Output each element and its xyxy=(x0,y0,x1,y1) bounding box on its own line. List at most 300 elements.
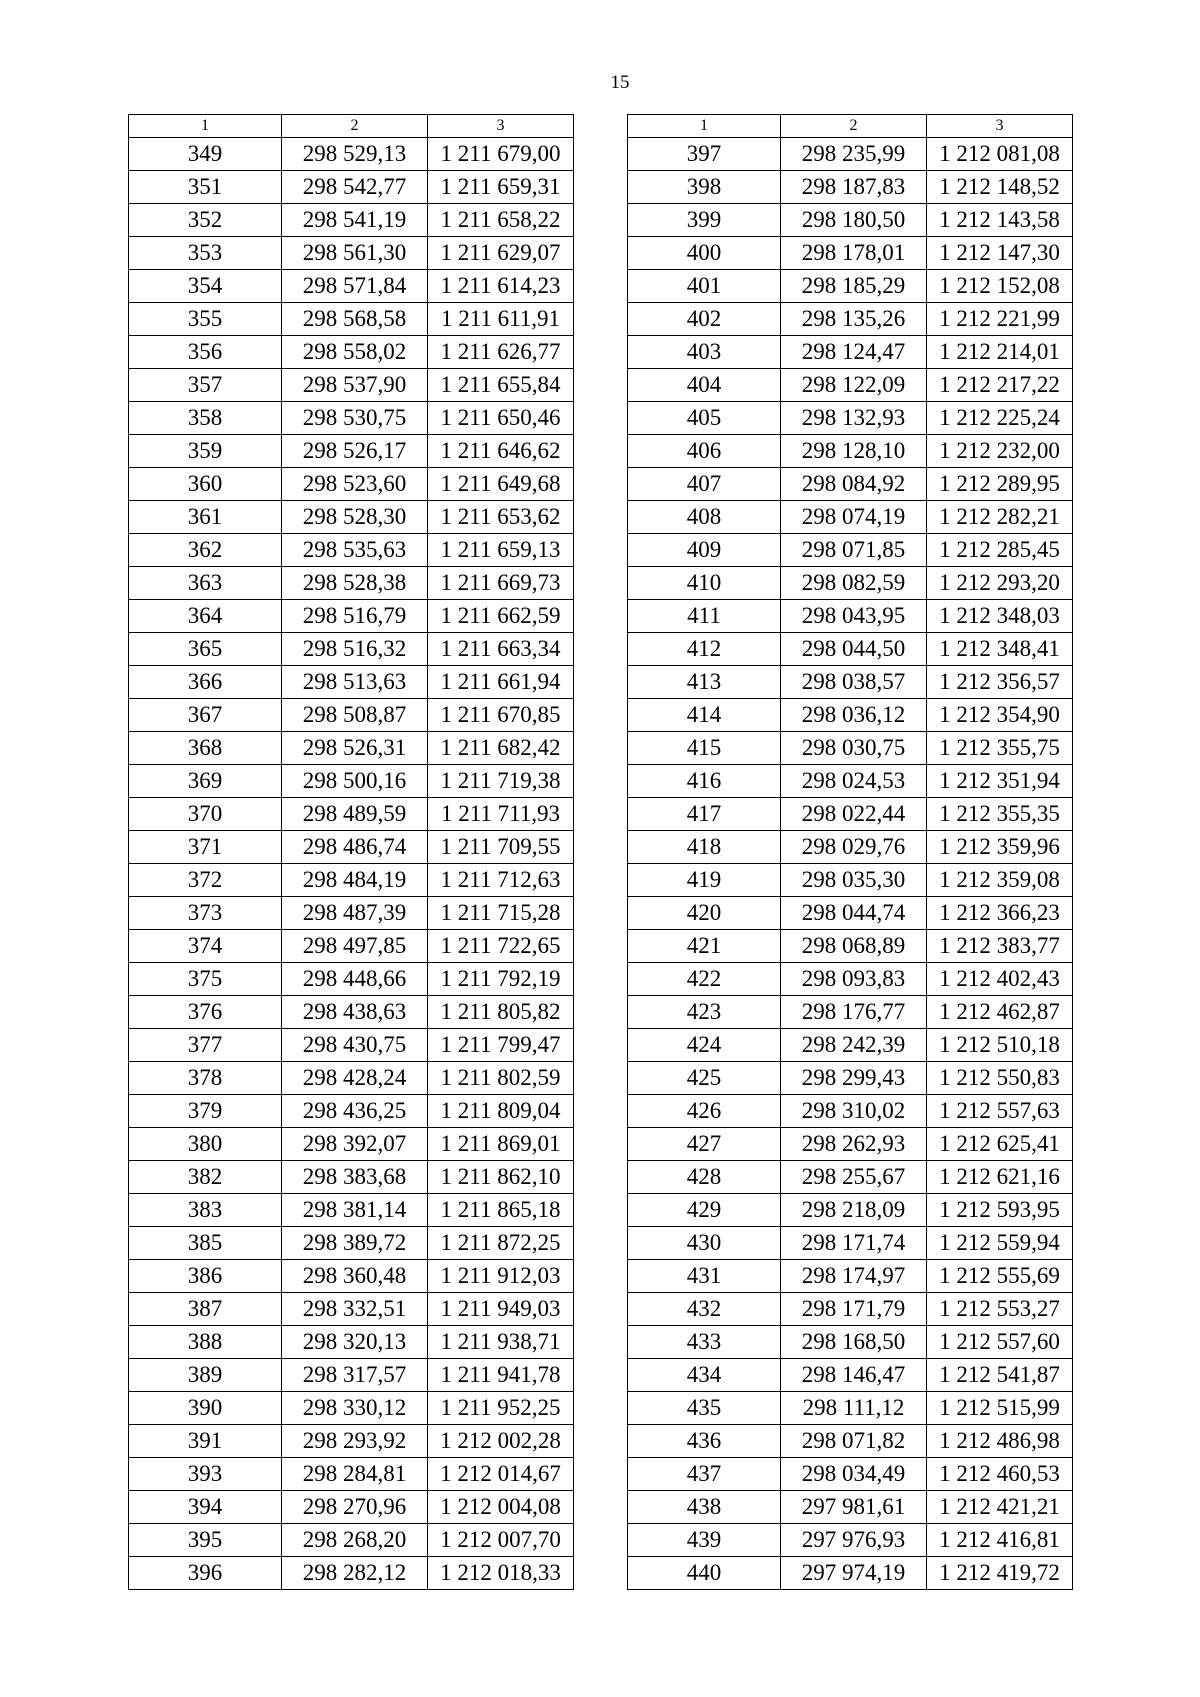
y-coordinate-cell: 1 212 419,72 xyxy=(927,1557,1073,1590)
x-coordinate-cell: 297 976,93 xyxy=(781,1524,927,1557)
y-coordinate-cell: 1 212 355,75 xyxy=(927,732,1073,765)
table-row xyxy=(628,534,1073,567)
table-row xyxy=(628,864,1073,897)
point-number-cell: 391 xyxy=(129,1425,282,1458)
y-coordinate-cell: 1 212 351,94 xyxy=(927,765,1073,798)
point-number-cell: 401 xyxy=(628,270,781,303)
point-number-cell: 414 xyxy=(628,699,781,732)
point-number-cell: 437 xyxy=(628,1458,781,1491)
table-row xyxy=(628,435,1073,468)
y-coordinate-cell: 1 212 004,08 xyxy=(428,1491,574,1524)
point-number-cell: 416 xyxy=(628,765,781,798)
y-coordinate-cell: 1 211 912,03 xyxy=(428,1260,574,1293)
x-coordinate-cell: 298 381,14 xyxy=(282,1194,428,1227)
table-row xyxy=(628,270,1073,303)
point-number-cell: 383 xyxy=(129,1194,282,1227)
table-row xyxy=(628,996,1073,1029)
y-coordinate-cell: 1 212 148,52 xyxy=(927,171,1073,204)
x-coordinate-cell: 298 487,39 xyxy=(282,897,428,930)
y-coordinate-cell: 1 212 356,57 xyxy=(927,666,1073,699)
table-row xyxy=(129,1491,574,1524)
x-coordinate-cell: 298 174,97 xyxy=(781,1260,927,1293)
point-number-cell: 433 xyxy=(628,1326,781,1359)
y-coordinate-cell: 1 211 655,84 xyxy=(428,369,574,402)
table-row xyxy=(129,963,574,996)
x-coordinate-cell: 298 024,53 xyxy=(781,765,927,798)
point-number-cell: 431 xyxy=(628,1260,781,1293)
header-col-2: 2 xyxy=(781,115,927,138)
x-coordinate-cell: 298 332,51 xyxy=(282,1293,428,1326)
x-coordinate-cell: 298 146,47 xyxy=(781,1359,927,1392)
table-row xyxy=(129,534,574,567)
table-row xyxy=(129,633,574,666)
point-number-cell: 356 xyxy=(129,336,282,369)
y-coordinate-cell: 1 211 799,47 xyxy=(428,1029,574,1062)
table-row xyxy=(628,171,1073,204)
table-header-row xyxy=(129,115,574,138)
point-number-cell: 400 xyxy=(628,237,781,270)
y-coordinate-cell: 1 212 354,90 xyxy=(927,699,1073,732)
point-number-cell: 411 xyxy=(628,600,781,633)
table-row xyxy=(628,1062,1073,1095)
point-number-cell: 432 xyxy=(628,1293,781,1326)
y-coordinate-cell: 1 212 460,53 xyxy=(927,1458,1073,1491)
point-number-cell: 369 xyxy=(129,765,282,798)
point-number-cell: 385 xyxy=(129,1227,282,1260)
table-row xyxy=(628,1194,1073,1227)
table-row xyxy=(628,1293,1073,1326)
table-row xyxy=(129,303,574,336)
point-number-cell: 349 xyxy=(129,138,282,171)
point-number-cell: 440 xyxy=(628,1557,781,1590)
table-row xyxy=(129,930,574,963)
x-coordinate-cell: 298 508,87 xyxy=(282,699,428,732)
table-row xyxy=(628,204,1073,237)
point-number-cell: 377 xyxy=(129,1029,282,1062)
table-row xyxy=(129,765,574,798)
x-coordinate-cell: 298 516,79 xyxy=(282,600,428,633)
y-coordinate-cell: 1 212 486,98 xyxy=(927,1425,1073,1458)
x-coordinate-cell: 298 044,50 xyxy=(781,633,927,666)
y-coordinate-cell: 1 211 649,68 xyxy=(428,468,574,501)
y-coordinate-cell: 1 211 659,31 xyxy=(428,171,574,204)
point-number-cell: 359 xyxy=(129,435,282,468)
table-row xyxy=(628,1227,1073,1260)
x-coordinate-cell: 298 360,48 xyxy=(282,1260,428,1293)
table-row xyxy=(129,897,574,930)
table-row xyxy=(129,1095,574,1128)
table-row xyxy=(628,336,1073,369)
x-coordinate-cell: 298 523,60 xyxy=(282,468,428,501)
point-number-cell: 360 xyxy=(129,468,282,501)
y-coordinate-cell: 1 211 715,28 xyxy=(428,897,574,930)
table-row xyxy=(129,501,574,534)
table-row xyxy=(628,930,1073,963)
x-coordinate-cell: 298 071,82 xyxy=(781,1425,927,1458)
header-col-1: 1 xyxy=(628,115,781,138)
y-coordinate-cell: 1 212 355,35 xyxy=(927,798,1073,831)
y-coordinate-cell: 1 211 949,03 xyxy=(428,1293,574,1326)
x-coordinate-cell: 298 178,01 xyxy=(781,237,927,270)
point-number-cell: 394 xyxy=(129,1491,282,1524)
table-row xyxy=(628,1161,1073,1194)
x-coordinate-cell: 298 389,72 xyxy=(282,1227,428,1260)
y-coordinate-cell: 1 212 366,23 xyxy=(927,897,1073,930)
y-coordinate-cell: 1 212 559,94 xyxy=(927,1227,1073,1260)
y-coordinate-cell: 1 211 669,73 xyxy=(428,567,574,600)
table-row xyxy=(129,1326,574,1359)
point-number-cell: 374 xyxy=(129,930,282,963)
point-number-cell: 439 xyxy=(628,1524,781,1557)
y-coordinate-cell: 1 211 712,63 xyxy=(428,864,574,897)
y-coordinate-cell: 1 212 402,43 xyxy=(927,963,1073,996)
y-coordinate-cell: 1 211 682,42 xyxy=(428,732,574,765)
table-row xyxy=(129,567,574,600)
table-row xyxy=(628,303,1073,336)
y-coordinate-cell: 1 212 421,21 xyxy=(927,1491,1073,1524)
point-number-cell: 389 xyxy=(129,1359,282,1392)
y-coordinate-cell: 1 212 553,27 xyxy=(927,1293,1073,1326)
x-coordinate-cell: 298 428,24 xyxy=(282,1062,428,1095)
y-coordinate-cell: 1 211 805,82 xyxy=(428,996,574,1029)
point-number-cell: 424 xyxy=(628,1029,781,1062)
table-row xyxy=(628,1392,1073,1425)
y-coordinate-cell: 1 212 285,45 xyxy=(927,534,1073,567)
x-coordinate-cell: 298 528,38 xyxy=(282,567,428,600)
table-row xyxy=(129,996,574,1029)
x-coordinate-cell: 298 299,43 xyxy=(781,1062,927,1095)
y-coordinate-cell: 1 212 359,08 xyxy=(927,864,1073,897)
x-coordinate-cell: 298 558,02 xyxy=(282,336,428,369)
x-coordinate-cell: 298 497,85 xyxy=(282,930,428,963)
header-col-2: 2 xyxy=(282,115,428,138)
point-number-cell: 395 xyxy=(129,1524,282,1557)
table-row xyxy=(628,567,1073,600)
point-number-cell: 413 xyxy=(628,666,781,699)
point-number-cell: 436 xyxy=(628,1425,781,1458)
table-row xyxy=(129,1524,574,1557)
y-coordinate-cell: 1 212 383,77 xyxy=(927,930,1073,963)
point-number-cell: 407 xyxy=(628,468,781,501)
y-coordinate-cell: 1 211 626,77 xyxy=(428,336,574,369)
x-coordinate-cell: 298 235,99 xyxy=(781,138,927,171)
x-coordinate-cell: 298 561,30 xyxy=(282,237,428,270)
x-coordinate-cell: 298 571,84 xyxy=(282,270,428,303)
point-number-cell: 361 xyxy=(129,501,282,534)
table-row xyxy=(628,600,1073,633)
x-coordinate-cell: 298 330,12 xyxy=(282,1392,428,1425)
y-coordinate-cell: 1 211 869,01 xyxy=(428,1128,574,1161)
x-coordinate-cell: 298 317,57 xyxy=(282,1359,428,1392)
y-coordinate-cell: 1 212 416,81 xyxy=(927,1524,1073,1557)
x-coordinate-cell: 298 537,90 xyxy=(282,369,428,402)
y-coordinate-cell: 1 212 555,69 xyxy=(927,1260,1073,1293)
x-coordinate-cell: 298 542,77 xyxy=(282,171,428,204)
point-number-cell: 399 xyxy=(628,204,781,237)
y-coordinate-cell: 1 212 152,08 xyxy=(927,270,1073,303)
x-coordinate-cell: 298 168,50 xyxy=(781,1326,927,1359)
table-row xyxy=(628,369,1073,402)
y-coordinate-cell: 1 212 557,60 xyxy=(927,1326,1073,1359)
y-coordinate-cell: 1 211 650,46 xyxy=(428,402,574,435)
point-number-cell: 435 xyxy=(628,1392,781,1425)
table-row xyxy=(129,1458,574,1491)
x-coordinate-cell: 298 034,49 xyxy=(781,1458,927,1491)
point-number-cell: 375 xyxy=(129,963,282,996)
y-coordinate-cell: 1 212 225,24 xyxy=(927,402,1073,435)
x-coordinate-cell: 298 187,83 xyxy=(781,171,927,204)
point-number-cell: 388 xyxy=(129,1326,282,1359)
point-number-cell: 405 xyxy=(628,402,781,435)
table-row xyxy=(628,831,1073,864)
x-coordinate-cell: 298 541,19 xyxy=(282,204,428,237)
y-coordinate-cell: 1 211 792,19 xyxy=(428,963,574,996)
table-row xyxy=(628,1359,1073,1392)
y-coordinate-cell: 1 211 611,91 xyxy=(428,303,574,336)
coordinates-table-right xyxy=(627,114,1073,1590)
table-row xyxy=(129,435,574,468)
x-coordinate-cell: 298 128,10 xyxy=(781,435,927,468)
y-coordinate-cell: 1 212 348,03 xyxy=(927,600,1073,633)
table-row xyxy=(628,765,1073,798)
y-coordinate-cell: 1 212 007,70 xyxy=(428,1524,574,1557)
table-row xyxy=(628,1557,1073,1590)
point-number-cell: 358 xyxy=(129,402,282,435)
x-coordinate-cell: 298 036,12 xyxy=(781,699,927,732)
y-coordinate-cell: 1 211 872,25 xyxy=(428,1227,574,1260)
x-coordinate-cell: 298 030,75 xyxy=(781,732,927,765)
y-coordinate-cell: 1 212 081,08 xyxy=(927,138,1073,171)
header-col-3: 3 xyxy=(428,115,574,138)
table-row xyxy=(129,237,574,270)
x-coordinate-cell: 298 038,57 xyxy=(781,666,927,699)
x-coordinate-cell: 298 529,13 xyxy=(282,138,428,171)
point-number-cell: 402 xyxy=(628,303,781,336)
x-coordinate-cell: 298 029,76 xyxy=(781,831,927,864)
table-row xyxy=(628,699,1073,732)
point-number-cell: 380 xyxy=(129,1128,282,1161)
point-number-cell: 428 xyxy=(628,1161,781,1194)
table-row xyxy=(628,1326,1073,1359)
y-coordinate-cell: 1 211 670,85 xyxy=(428,699,574,732)
x-coordinate-cell: 298 111,12 xyxy=(781,1392,927,1425)
y-coordinate-cell: 1 211 614,23 xyxy=(428,270,574,303)
x-coordinate-cell: 298 071,85 xyxy=(781,534,927,567)
table-row xyxy=(628,1029,1073,1062)
point-number-cell: 418 xyxy=(628,831,781,864)
y-coordinate-cell: 1 212 515,99 xyxy=(927,1392,1073,1425)
coordinates-table-left xyxy=(128,114,574,1590)
point-number-cell: 353 xyxy=(129,237,282,270)
x-coordinate-cell: 298 176,77 xyxy=(781,996,927,1029)
table-row xyxy=(129,1029,574,1062)
x-coordinate-cell: 298 530,75 xyxy=(282,402,428,435)
y-coordinate-cell: 1 211 802,59 xyxy=(428,1062,574,1095)
point-number-cell: 420 xyxy=(628,897,781,930)
y-coordinate-cell: 1 212 621,16 xyxy=(927,1161,1073,1194)
table-row xyxy=(628,1425,1073,1458)
point-number-cell: 371 xyxy=(129,831,282,864)
point-number-cell: 367 xyxy=(129,699,282,732)
x-coordinate-cell: 298 526,17 xyxy=(282,435,428,468)
x-coordinate-cell: 298 526,31 xyxy=(282,732,428,765)
x-coordinate-cell: 298 068,89 xyxy=(781,930,927,963)
x-coordinate-cell: 298 436,25 xyxy=(282,1095,428,1128)
table-row xyxy=(129,1557,574,1590)
point-number-cell: 373 xyxy=(129,897,282,930)
y-coordinate-cell: 1 212 217,22 xyxy=(927,369,1073,402)
y-coordinate-cell: 1 212 462,87 xyxy=(927,996,1073,1029)
header-col-1: 1 xyxy=(129,115,282,138)
x-coordinate-cell: 298 044,74 xyxy=(781,897,927,930)
x-coordinate-cell: 298 043,95 xyxy=(781,600,927,633)
y-coordinate-cell: 1 212 293,20 xyxy=(927,567,1073,600)
y-coordinate-cell: 1 212 593,95 xyxy=(927,1194,1073,1227)
y-coordinate-cell: 1 212 557,63 xyxy=(927,1095,1073,1128)
table-row xyxy=(129,1392,574,1425)
table-row xyxy=(628,402,1073,435)
point-number-cell: 427 xyxy=(628,1128,781,1161)
x-coordinate-cell: 298 320,13 xyxy=(282,1326,428,1359)
table-row xyxy=(628,1524,1073,1557)
x-coordinate-cell: 298 392,07 xyxy=(282,1128,428,1161)
point-number-cell: 363 xyxy=(129,567,282,600)
point-number-cell: 430 xyxy=(628,1227,781,1260)
y-coordinate-cell: 1 212 550,83 xyxy=(927,1062,1073,1095)
table-row xyxy=(129,732,574,765)
point-number-cell: 354 xyxy=(129,270,282,303)
table-row xyxy=(628,897,1073,930)
x-coordinate-cell: 298 124,47 xyxy=(781,336,927,369)
x-coordinate-cell: 298 430,75 xyxy=(282,1029,428,1062)
point-number-cell: 421 xyxy=(628,930,781,963)
y-coordinate-cell: 1 211 679,00 xyxy=(428,138,574,171)
y-coordinate-cell: 1 211 719,38 xyxy=(428,765,574,798)
table-row xyxy=(129,171,574,204)
table-row xyxy=(628,1458,1073,1491)
table-row xyxy=(628,501,1073,534)
table-row xyxy=(129,600,574,633)
point-number-cell: 406 xyxy=(628,435,781,468)
table-row xyxy=(129,1293,574,1326)
y-coordinate-cell: 1 212 232,00 xyxy=(927,435,1073,468)
table-row xyxy=(129,1425,574,1458)
point-number-cell: 426 xyxy=(628,1095,781,1128)
y-coordinate-cell: 1 211 653,62 xyxy=(428,501,574,534)
point-number-cell: 351 xyxy=(129,171,282,204)
table-row xyxy=(628,732,1073,765)
table-row xyxy=(129,1128,574,1161)
table-row xyxy=(129,864,574,897)
y-coordinate-cell: 1 211 941,78 xyxy=(428,1359,574,1392)
table-row xyxy=(628,963,1073,996)
x-coordinate-cell: 298 438,63 xyxy=(282,996,428,1029)
y-coordinate-cell: 1 212 014,67 xyxy=(428,1458,574,1491)
point-number-cell: 422 xyxy=(628,963,781,996)
point-number-cell: 355 xyxy=(129,303,282,336)
point-number-cell: 429 xyxy=(628,1194,781,1227)
x-coordinate-cell: 298 568,58 xyxy=(282,303,428,336)
table-row xyxy=(628,237,1073,270)
x-coordinate-cell: 298 022,44 xyxy=(781,798,927,831)
point-number-cell: 425 xyxy=(628,1062,781,1095)
x-coordinate-cell: 298 218,09 xyxy=(781,1194,927,1227)
x-coordinate-cell: 298 270,96 xyxy=(282,1491,428,1524)
x-coordinate-cell: 298 122,09 xyxy=(781,369,927,402)
table-row xyxy=(129,270,574,303)
y-coordinate-cell: 1 211 709,55 xyxy=(428,831,574,864)
table-row xyxy=(628,798,1073,831)
x-coordinate-cell: 298 284,81 xyxy=(282,1458,428,1491)
point-number-cell: 376 xyxy=(129,996,282,1029)
point-number-cell: 417 xyxy=(628,798,781,831)
table-row xyxy=(129,1062,574,1095)
y-coordinate-cell: 1 212 359,96 xyxy=(927,831,1073,864)
point-number-cell: 434 xyxy=(628,1359,781,1392)
point-number-cell: 364 xyxy=(129,600,282,633)
x-coordinate-cell: 298 516,32 xyxy=(282,633,428,666)
x-coordinate-cell: 298 383,68 xyxy=(282,1161,428,1194)
x-coordinate-cell: 297 981,61 xyxy=(781,1491,927,1524)
table-row xyxy=(628,468,1073,501)
table-row xyxy=(129,1359,574,1392)
table-row xyxy=(129,138,574,171)
header-col-3: 3 xyxy=(927,115,1073,138)
point-number-cell: 368 xyxy=(129,732,282,765)
y-coordinate-cell: 1 212 018,33 xyxy=(428,1557,574,1590)
x-coordinate-cell: 298 513,63 xyxy=(282,666,428,699)
point-number-cell: 387 xyxy=(129,1293,282,1326)
point-number-cell: 362 xyxy=(129,534,282,567)
y-coordinate-cell: 1 211 711,93 xyxy=(428,798,574,831)
point-number-cell: 438 xyxy=(628,1491,781,1524)
x-coordinate-cell: 298 448,66 xyxy=(282,963,428,996)
y-coordinate-cell: 1 211 952,25 xyxy=(428,1392,574,1425)
point-number-cell: 372 xyxy=(129,864,282,897)
point-number-cell: 410 xyxy=(628,567,781,600)
x-coordinate-cell: 298 486,74 xyxy=(282,831,428,864)
y-coordinate-cell: 1 212 002,28 xyxy=(428,1425,574,1458)
table-row xyxy=(129,666,574,699)
table-row xyxy=(628,138,1073,171)
x-coordinate-cell: 298 535,63 xyxy=(282,534,428,567)
point-number-cell: 398 xyxy=(628,171,781,204)
y-coordinate-cell: 1 212 143,58 xyxy=(927,204,1073,237)
table-row xyxy=(628,1128,1073,1161)
table-row xyxy=(129,798,574,831)
page-number: 15 xyxy=(610,72,630,93)
table-row xyxy=(129,369,574,402)
y-coordinate-cell: 1 211 646,62 xyxy=(428,435,574,468)
point-number-cell: 404 xyxy=(628,369,781,402)
y-coordinate-cell: 1 211 865,18 xyxy=(428,1194,574,1227)
x-coordinate-cell: 298 035,30 xyxy=(781,864,927,897)
table-row xyxy=(129,1227,574,1260)
x-coordinate-cell: 298 500,16 xyxy=(282,765,428,798)
y-coordinate-cell: 1 212 625,41 xyxy=(927,1128,1073,1161)
y-coordinate-cell: 1 212 147,30 xyxy=(927,237,1073,270)
x-coordinate-cell: 298 084,92 xyxy=(781,468,927,501)
y-coordinate-cell: 1 211 722,65 xyxy=(428,930,574,963)
y-coordinate-cell: 1 212 282,21 xyxy=(927,501,1073,534)
point-number-cell: 396 xyxy=(129,1557,282,1590)
point-number-cell: 382 xyxy=(129,1161,282,1194)
table-row xyxy=(628,1260,1073,1293)
table-row xyxy=(129,1260,574,1293)
table-row xyxy=(628,633,1073,666)
table-row xyxy=(129,468,574,501)
y-coordinate-cell: 1 211 658,22 xyxy=(428,204,574,237)
